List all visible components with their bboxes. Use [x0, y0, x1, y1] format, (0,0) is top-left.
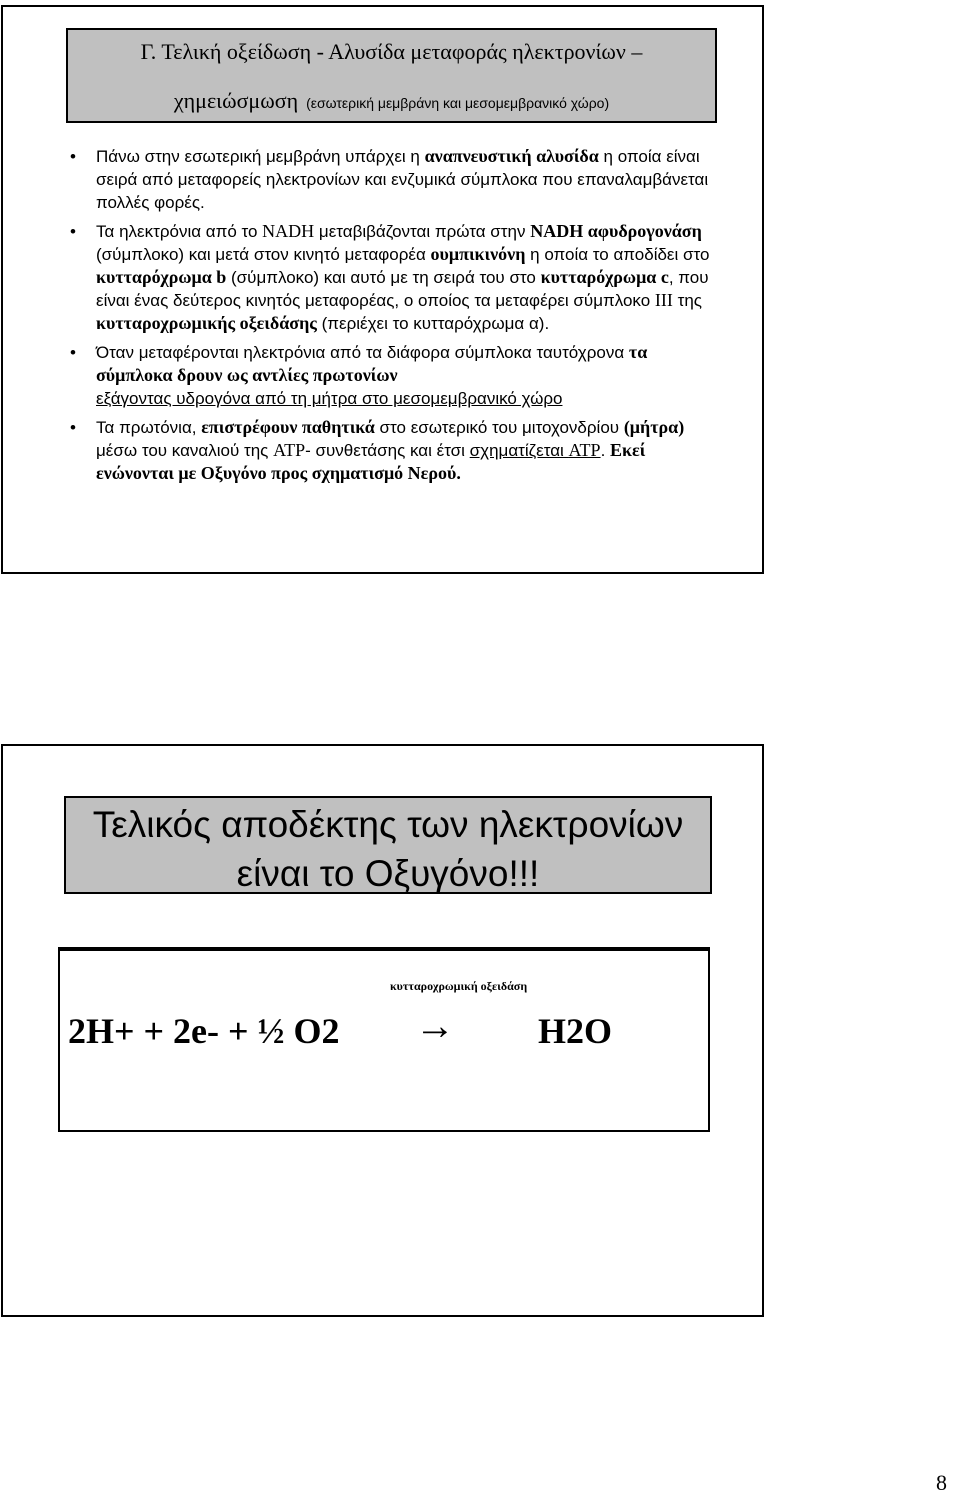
bullet-item-respiratory-chain — [68, 145, 718, 214]
bullet-text: (σύμπλοκο) και μετά στον κινητό μεταφορέα — [96, 245, 431, 264]
bold-term: αναπνευστική αλυσίδα — [424, 146, 599, 166]
bullet-marker: • — [70, 222, 76, 241]
underlined-term: ATP — [568, 440, 601, 460]
bold-term: ουμπικινόνη — [430, 244, 526, 264]
bold-term: Εκεί ενώνονται με Οξυγόνο προς σχηματισμό Νερού. — [96, 440, 646, 483]
serif-term: III — [654, 290, 673, 310]
bullet-item-electron-flow — [68, 220, 718, 335]
subtitle-note: (εσωτερική μεμβράνη και μεσομεμβρανικό χώρο) — [306, 95, 610, 111]
bullet-marker: • — [70, 343, 76, 362]
reaction-arrow-icon: → — [415, 1003, 455, 1048]
slide-title-box — [64, 796, 712, 894]
bold-term: κυτταρόχρωμα b — [96, 267, 227, 287]
page-number: 8 — [936, 1470, 947, 1495]
subtitle-main: χημειώσμωση — [173, 88, 299, 113]
slide-subtitle — [68, 83, 715, 121]
bullet-item-atp-synthesis — [68, 416, 718, 485]
enzyme-label: κυτταροχρωμική οξειδάση — [390, 979, 528, 993]
bullet-marker: • — [70, 147, 76, 166]
slide-title: Γ. Τελική οξείδωση - Αλυσίδα μεταφοράς ηλεκτρονίων – — [140, 39, 643, 64]
equation-product: H2O — [538, 1011, 613, 1051]
underlined-text: σχηματίζεται — [469, 441, 569, 460]
equation-reactants: 2H+ + 2e- + ½ O2 — [68, 1011, 340, 1051]
bullet-text: μεταβιβάζονται πρώτα στην — [314, 222, 531, 241]
bullet-text: η οποία είναι σειρά από μεταφορείς ηλεκτρονίων και ενζυμικά σύμπλοκα που επαναλαμβάνεται πολλές φορές. — [96, 147, 709, 212]
bold-term: επιστρέφουν παθητικά — [201, 417, 375, 437]
bullet-text: μέσω του καναλιού της — [96, 441, 274, 460]
bullet-text: . — [600, 441, 611, 460]
slide-title: Τελικός αποδέκτης των ηλεκτρονίων είναι το Οξυγόνο!!! — [92, 804, 684, 894]
slide-1 — [1, 5, 764, 574]
underlined-text: εξάγοντας υδρογόνα από τη μήτρα στο μεσομεμβρανικό χώρο — [96, 389, 563, 408]
bullet-text: της — [672, 291, 702, 310]
bullet-text: Τα ηλεκτρόνια από το — [96, 222, 263, 241]
slide-title-box — [66, 28, 717, 123]
bold-term: (μήτρα) — [623, 417, 685, 437]
bullet-text: , που είναι ένας δεύτερος κινητός μεταφορέας, ο οποίος τα μεταφέρει σύμπλοκο — [96, 268, 709, 310]
slide-2 — [1, 744, 764, 1317]
bullet-text: στο εσωτερικό του μιτοχονδρίου — [374, 418, 624, 437]
bold-term: NADH αφυδρογονάση — [530, 221, 702, 241]
equation-box — [58, 947, 710, 1132]
bullet-marker: • — [70, 418, 76, 437]
bullet-text: - συνθετάσης και έτσι — [305, 441, 470, 460]
bold-term: κυτταροχρωμικής οξειδάσης — [96, 313, 317, 333]
serif-term: NADH — [262, 221, 315, 241]
bold-term: τα σύμπλοκα δρουν ως αντλίες πρωτονίων — [96, 342, 648, 385]
bullet-text: Όταν μεταφέρονται ηλεκτρόνια από τα διάφορα σύμπλοκα ταυτόχρονα — [96, 343, 629, 362]
bullet-text: (σύμπλοκο) και αυτό με τη σειρά του στο — [226, 268, 541, 287]
bullet-list — [68, 145, 718, 491]
bullet-text: η οποία το αποδίδει στο — [525, 245, 710, 264]
bold-term: κυτταρόχρωμα c — [540, 267, 669, 287]
bullet-text: (περιέχει το κυτταρόχρωμα α). — [316, 314, 550, 333]
bullet-item-proton-pumps — [68, 341, 718, 410]
bullet-text: Πάνω στην εσωτερική μεμβράνη υπάρχει η — [96, 147, 425, 166]
bullet-text: Τα πρωτόνια, — [96, 418, 202, 437]
serif-term: ATP — [273, 440, 306, 460]
